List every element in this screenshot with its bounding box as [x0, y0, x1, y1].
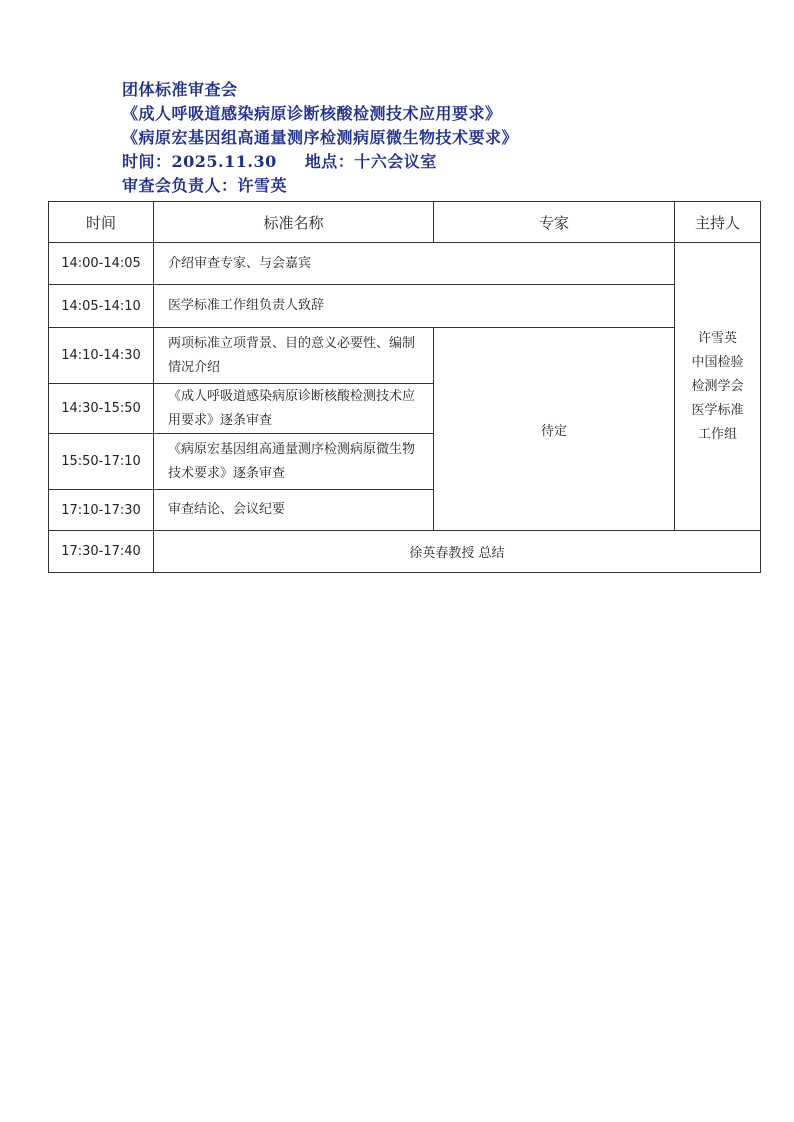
- time-place-line: [122, 150, 518, 174]
- document-header: [122, 78, 518, 198]
- row-time: 14:05-14:10: [49, 285, 154, 328]
- host-line: 检测学会: [691, 378, 744, 394]
- row-name: 《病原宏基因组高通量测序检测病原微生物技术要求》逐条审查: [154, 434, 434, 490]
- row-name: 介绍审查专家、与会嘉宾: [154, 243, 675, 285]
- standard-title-1: 《成人呼吸道感染病原诊断核酸检测技术应用要求》: [122, 104, 502, 123]
- header-host: 主持人: [675, 202, 761, 243]
- summary-cell: 徐英春教授 总结: [154, 531, 761, 573]
- table-row: [49, 531, 761, 573]
- standard-title-2: 《病原宏基因组高通量测序检测病原微生物技术要求》: [122, 128, 519, 147]
- row-time: 14:30-15:50: [49, 384, 154, 434]
- host-cell: [675, 243, 761, 531]
- meeting-responsible: 审查会负责人：许雪英: [122, 176, 288, 195]
- row-time: 14:00-14:05: [49, 243, 154, 285]
- host-line: 中国检验: [691, 354, 744, 370]
- row-time: 14:10-14:30: [49, 328, 154, 384]
- expert-cell: 待定: [434, 328, 675, 531]
- host-line: 工作组: [697, 426, 737, 442]
- agenda-table: [48, 201, 761, 573]
- header-expert: 专家: [434, 202, 675, 243]
- header-name: 标准名称: [154, 202, 434, 243]
- header-time: 时间: [49, 202, 154, 243]
- meeting-time: 时间：2025.11.30: [122, 152, 277, 171]
- row-name: 医学标准工作组负责人致辞: [154, 285, 675, 328]
- table-header-row: [49, 202, 761, 243]
- meeting-place: 地点：十六会议室: [304, 152, 437, 171]
- row-name: 两项标准立项背景、目的意义必要性、编制情况介绍: [154, 328, 434, 384]
- row-name: 审查结论、会议纪要: [154, 490, 434, 531]
- table-row: [49, 243, 761, 285]
- meeting-title: 团体标准审查会: [122, 80, 238, 99]
- host-line: 许雪英: [697, 330, 737, 346]
- host-line: 医学标准: [691, 402, 744, 418]
- row-time: 15:50-17:10: [49, 434, 154, 490]
- row-name: 《成人呼吸道感染病原诊断核酸检测技术应用要求》逐条审查: [154, 384, 434, 434]
- row-time: 17:30-17:40: [49, 531, 154, 573]
- table-row: [49, 285, 761, 328]
- row-time: 17:10-17:30: [49, 490, 154, 531]
- table-row: [49, 328, 761, 384]
